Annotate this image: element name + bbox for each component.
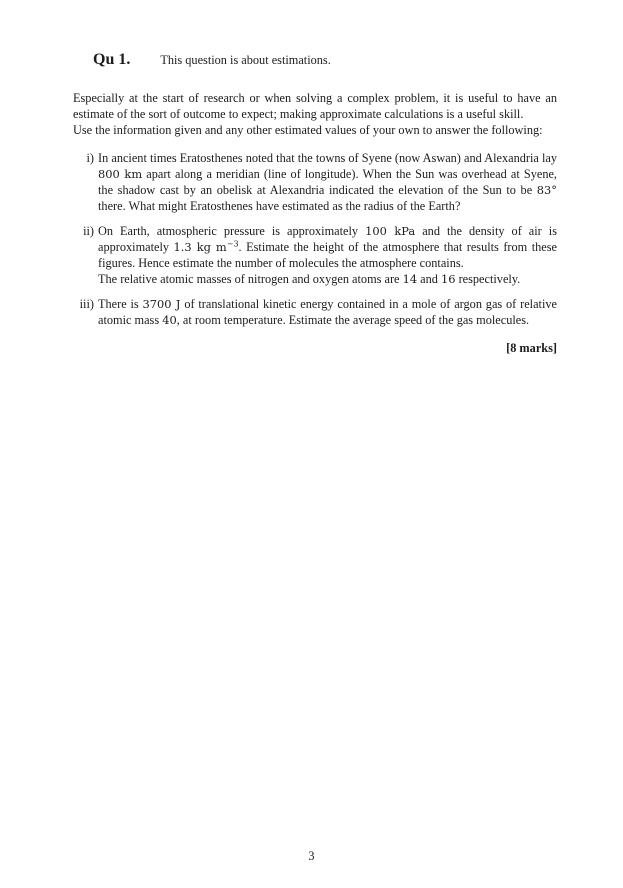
intro-paragraphs <box>73 90 557 138</box>
question-number: Qu 1. <box>93 51 131 68</box>
item-label: i) <box>86 151 94 165</box>
question-header <box>73 51 557 69</box>
page-number: 3 <box>308 849 315 863</box>
list-item <box>73 296 557 328</box>
body-text: there. What might Eratosthenes have estimated as the radius of the Earth? <box>98 199 461 213</box>
intro-paragraph: Use the information given and any other estimated values of your own to answer the following: <box>73 123 543 137</box>
body-text: apart along a meridian (line of longitude). When the Sun was overhead at Syene, the shadow cast by an obelisk at Alexandria indicated the elevation of the Sun to be <box>98 167 557 197</box>
item-text <box>98 150 557 214</box>
math-text: 1.3 kg m <box>173 240 227 254</box>
math-text: −3 <box>226 239 239 249</box>
body-text: . Estimate the height of the atmosphere that results from these figures. Hence estimate the number of molecules the atmosphere contains. <box>98 240 558 270</box>
math-text: 14 <box>402 272 418 286</box>
math-text: 800 km <box>98 167 143 181</box>
list-item <box>73 150 557 214</box>
body-text: The relative atomic masses of nitrogen and oxygen atoms are <box>98 272 403 286</box>
question-title: This question is about estimations. <box>160 53 331 67</box>
math-text: 40 <box>162 313 177 327</box>
body-text: There is <box>98 297 143 311</box>
math-text: 16 <box>441 272 456 286</box>
body-text: , at room temperature. Estimate the average speed of the gas molecules. <box>176 313 530 327</box>
item-label: iii) <box>79 297 94 311</box>
body-text: and the density of air is approximately <box>98 224 557 254</box>
marks-label: [8 marks] <box>506 341 557 355</box>
items-list <box>73 150 557 328</box>
intro-paragraph: Especially at the start of research or when solving a complex problem, it is useful to have an estimate of the sort of outcome to expect; making approximate calculations is a useful skill. <box>73 91 557 121</box>
body-text: and <box>417 272 441 286</box>
math-text: 100 kPa <box>365 224 416 238</box>
item-label: ii) <box>83 224 94 238</box>
math-text: 3700 J <box>142 297 181 311</box>
item-text <box>98 296 557 328</box>
body-text: On Earth, atmospheric pressure is approximately <box>98 224 366 238</box>
body-text: In ancient times Eratosthenes noted that the towns of Syene (now Aswan) and Alexandria lay <box>98 151 557 165</box>
list-item <box>73 223 557 287</box>
body-text: of translational kinetic energy contained in a mole of argon gas of relative atomic mass <box>98 297 557 327</box>
item-text <box>98 223 557 287</box>
body-text: respectively. <box>455 272 521 286</box>
math-text: 83° <box>536 183 557 197</box>
